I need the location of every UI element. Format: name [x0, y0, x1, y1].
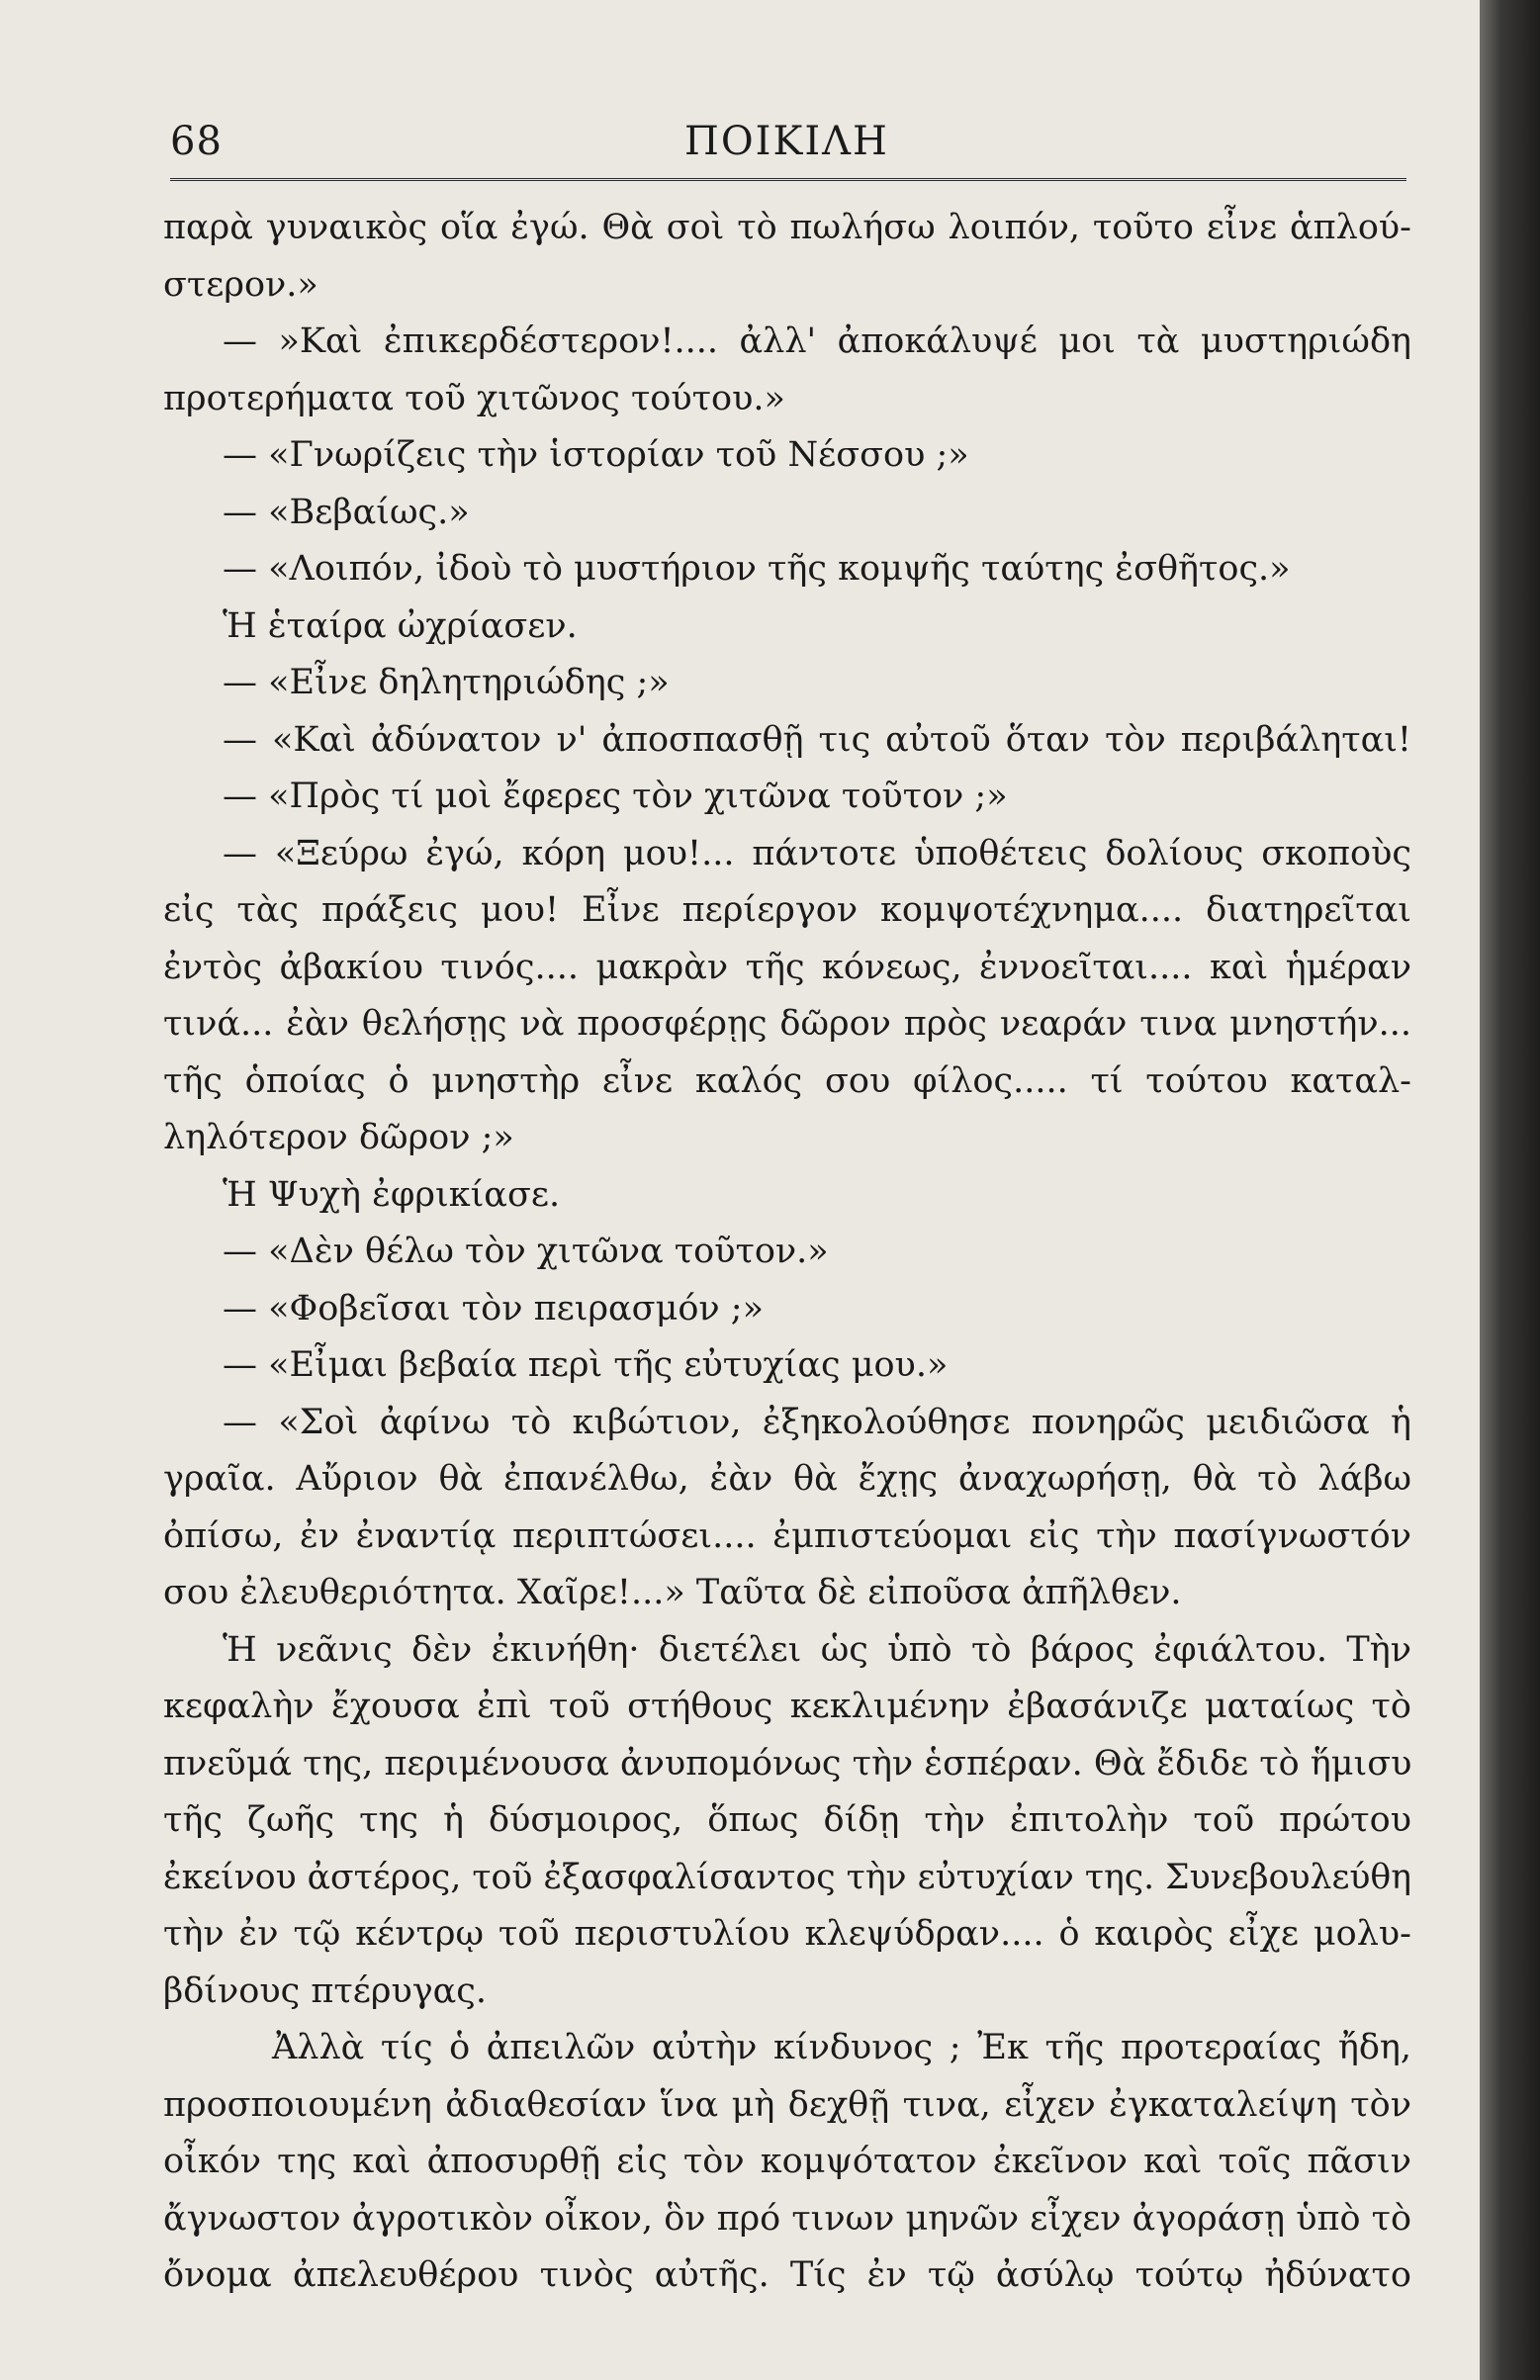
text-line: προτερήματα τοῦ χιτῶνος τούτου.»: [163, 378, 785, 418]
text-line: Ἡ νεᾶνις δὲν ἐκινήθη· διετέλει ὡς ὑπὸ τὸ βάρος ἐφιάλτου. Τὴν: [223, 1629, 1411, 1670]
text-line: σου ἐλευθεριότητα. Χαῖρε!...» Ταῦτα δὲ εἰποῦσα ἀπῆλθεν.: [163, 1573, 1182, 1612]
text-line: γραῖα. Αὔριον θὰ ἐπανέλθω, ἐὰν θὰ ἔχῃς ἀναχωρήσῃ, θὰ τὸ λάβω: [163, 1459, 1411, 1499]
text-line: βδίνους πτέρυγας.: [163, 1970, 488, 2011]
text-line: στερον.»: [163, 264, 318, 305]
text-line: — «Λοιπόν, ἰδοὺ τὸ μυστήριον τῆς κομψῆς ταύτης ἐσθῆτος.»: [223, 549, 1291, 589]
text-line: — «Εἶμαι βεβαία περὶ τῆς εὐτυχίας μου.»: [223, 1345, 949, 1385]
text-line: — «Καὶ ἀδύνατον ν' ἀποσπασθῇ τις αὐτοῦ ὅταν τὸν περιβάληται!: [223, 719, 1411, 760]
text-line: ἐντὸς ἀβακίου τινός.... μακρὰν τῆς κόνεως, ἐννοεῖται.... καὶ ἡμέραν: [163, 947, 1411, 987]
running-head: ΠΟΙΚΙΛΗ: [684, 119, 889, 164]
text-line: — «Δὲν θέλω τὸν χιτῶνα τοῦτον.»: [223, 1232, 829, 1271]
text-line: — «Πρὸς τί μοὶ ἔφερες τὸν χιτῶνα τοῦτον ;»: [223, 777, 1008, 816]
text-line: προσποιουμένη ἀδιαθεσίαν ἵνα μὴ δεχθῇ τινα, εἶχεν ἐγκαταλείψη τὸν: [163, 2084, 1411, 2125]
text-line: κεφαλὴν ἔχουσα ἐπὶ τοῦ στήθους κεκλιμένην ἐβασάνιζε ματαίως τὸ: [163, 1687, 1411, 1726]
text-line: παρὰ γυναικὸς οἵα ἐγώ. Θὰ σοὶ τὸ πωλήσω λοιπόν, τοῦτο εἶνε ἁπλού-: [163, 208, 1411, 247]
text-line: — «Εἶνε δηλητηριώδης ;»: [223, 663, 670, 702]
text-line: εἰς τὰς πράξεις μου! Εἶνε περίεργον κομψοτέχνημα.... διατηρεῖται: [163, 890, 1411, 930]
text-line: ὀπίσω, ἐν ἐναντίᾳ περιπτώσει.... ἐμπιστεύομαι εἰς τὴν πασίγνωστόν: [163, 1515, 1411, 1556]
text-line: τινά... ἐὰν θελήσῃς νὰ προσφέρῃς δῶρον πρὸς νεαράν τινα μνηστήν...: [163, 1004, 1411, 1044]
text-line: Ἡ ἑταίρα ὠχρίασεν.: [223, 605, 578, 646]
text-line: ἄγνωστον ἀγροτικὸν οἶκον, ὃν πρό τινων μηνῶν εἶχεν ἀγοράσῃ ὑπὸ τὸ: [163, 2198, 1411, 2239]
text-line: — «Φοβεῖσαι τὸν πειρασμόν ;»: [223, 1288, 764, 1328]
text-line: ληλότερον δῶρον ;»: [163, 1118, 514, 1157]
text-line: Ἀλλὰ τίς ὁ ἀπειλῶν αὐτὴν κίνδυνος ; Ἐκ τῆς προτεραίας ἤδη,: [272, 2028, 1411, 2067]
page-number: 68: [170, 119, 223, 164]
text-line: — «Βεβαίως.»: [223, 492, 470, 532]
text-line: τῆς ὁποίας ὁ μνηστὴρ εἶνε καλός σου φίλος..... τί τούτου καταλ-: [163, 1060, 1411, 1101]
text-line: ὄνομα ἀπελευθέρου τινὸς αὐτῆς. Τίς ἐν τῷ ἀσύλῳ τούτῳ ἠδύνατο: [163, 2255, 1411, 2295]
text-line: Ἡ Ψυχὴ ἐφρικίασε.: [223, 1174, 561, 1215]
text-line: — «Ξεύρω ἐγώ, κόρη μου!... πάντοτε ὑποθέτεις δολίους σκοποὺς: [223, 833, 1411, 873]
text-line: — »Καὶ ἐπικερδέστερον!.... ἀλλ' ἀποκάλυψέ μοι τὰ μυστηριώδη: [223, 321, 1411, 361]
body-text: [163, 200, 1411, 2305]
text-line: — «Γνωρίζεις τὴν ἱστορίαν τοῦ Νέσσου ;»: [223, 435, 969, 475]
text-line: πνεῦμά της, περιμένουσα ἀνυπομόνως τὴν ἑσπέραν. Θὰ ἔδιδε τὸ ἥμισυ: [163, 1743, 1412, 1784]
text-line: ἐκείνου ἀστέρος, τοῦ ἐξασφαλίσαντος τὴν εὐτυχίαν της. Συνεβουλεύθη: [163, 1857, 1411, 1897]
header-rule: [170, 178, 1406, 181]
text-line: οἶκόν της καὶ ἀποσυρθῇ εἰς τὸν κομψότατον ἐκεῖνον καὶ τοῖς πᾶσιν: [163, 2142, 1411, 2181]
text-line: τῆς ζωῆς της ἡ δύσμοιρος, ὅπως δίδῃ τὴν ἐπιτολὴν τοῦ πρώτου: [163, 1800, 1411, 1840]
binding-edge: [1480, 0, 1540, 2380]
page-header: [170, 119, 1406, 178]
text-line: τὴν ἐν τῷ κέντρῳ τοῦ περιστυλίου κλεψύδραν.... ὁ καιρὸς εἶχε μολυ-: [163, 1914, 1411, 1954]
text-line: — «Σοὶ ἀφίνω τὸ κιβώτιον, ἐξηκολούθησε πονηρῶς μειδιῶσα ἡ: [223, 1402, 1411, 1442]
